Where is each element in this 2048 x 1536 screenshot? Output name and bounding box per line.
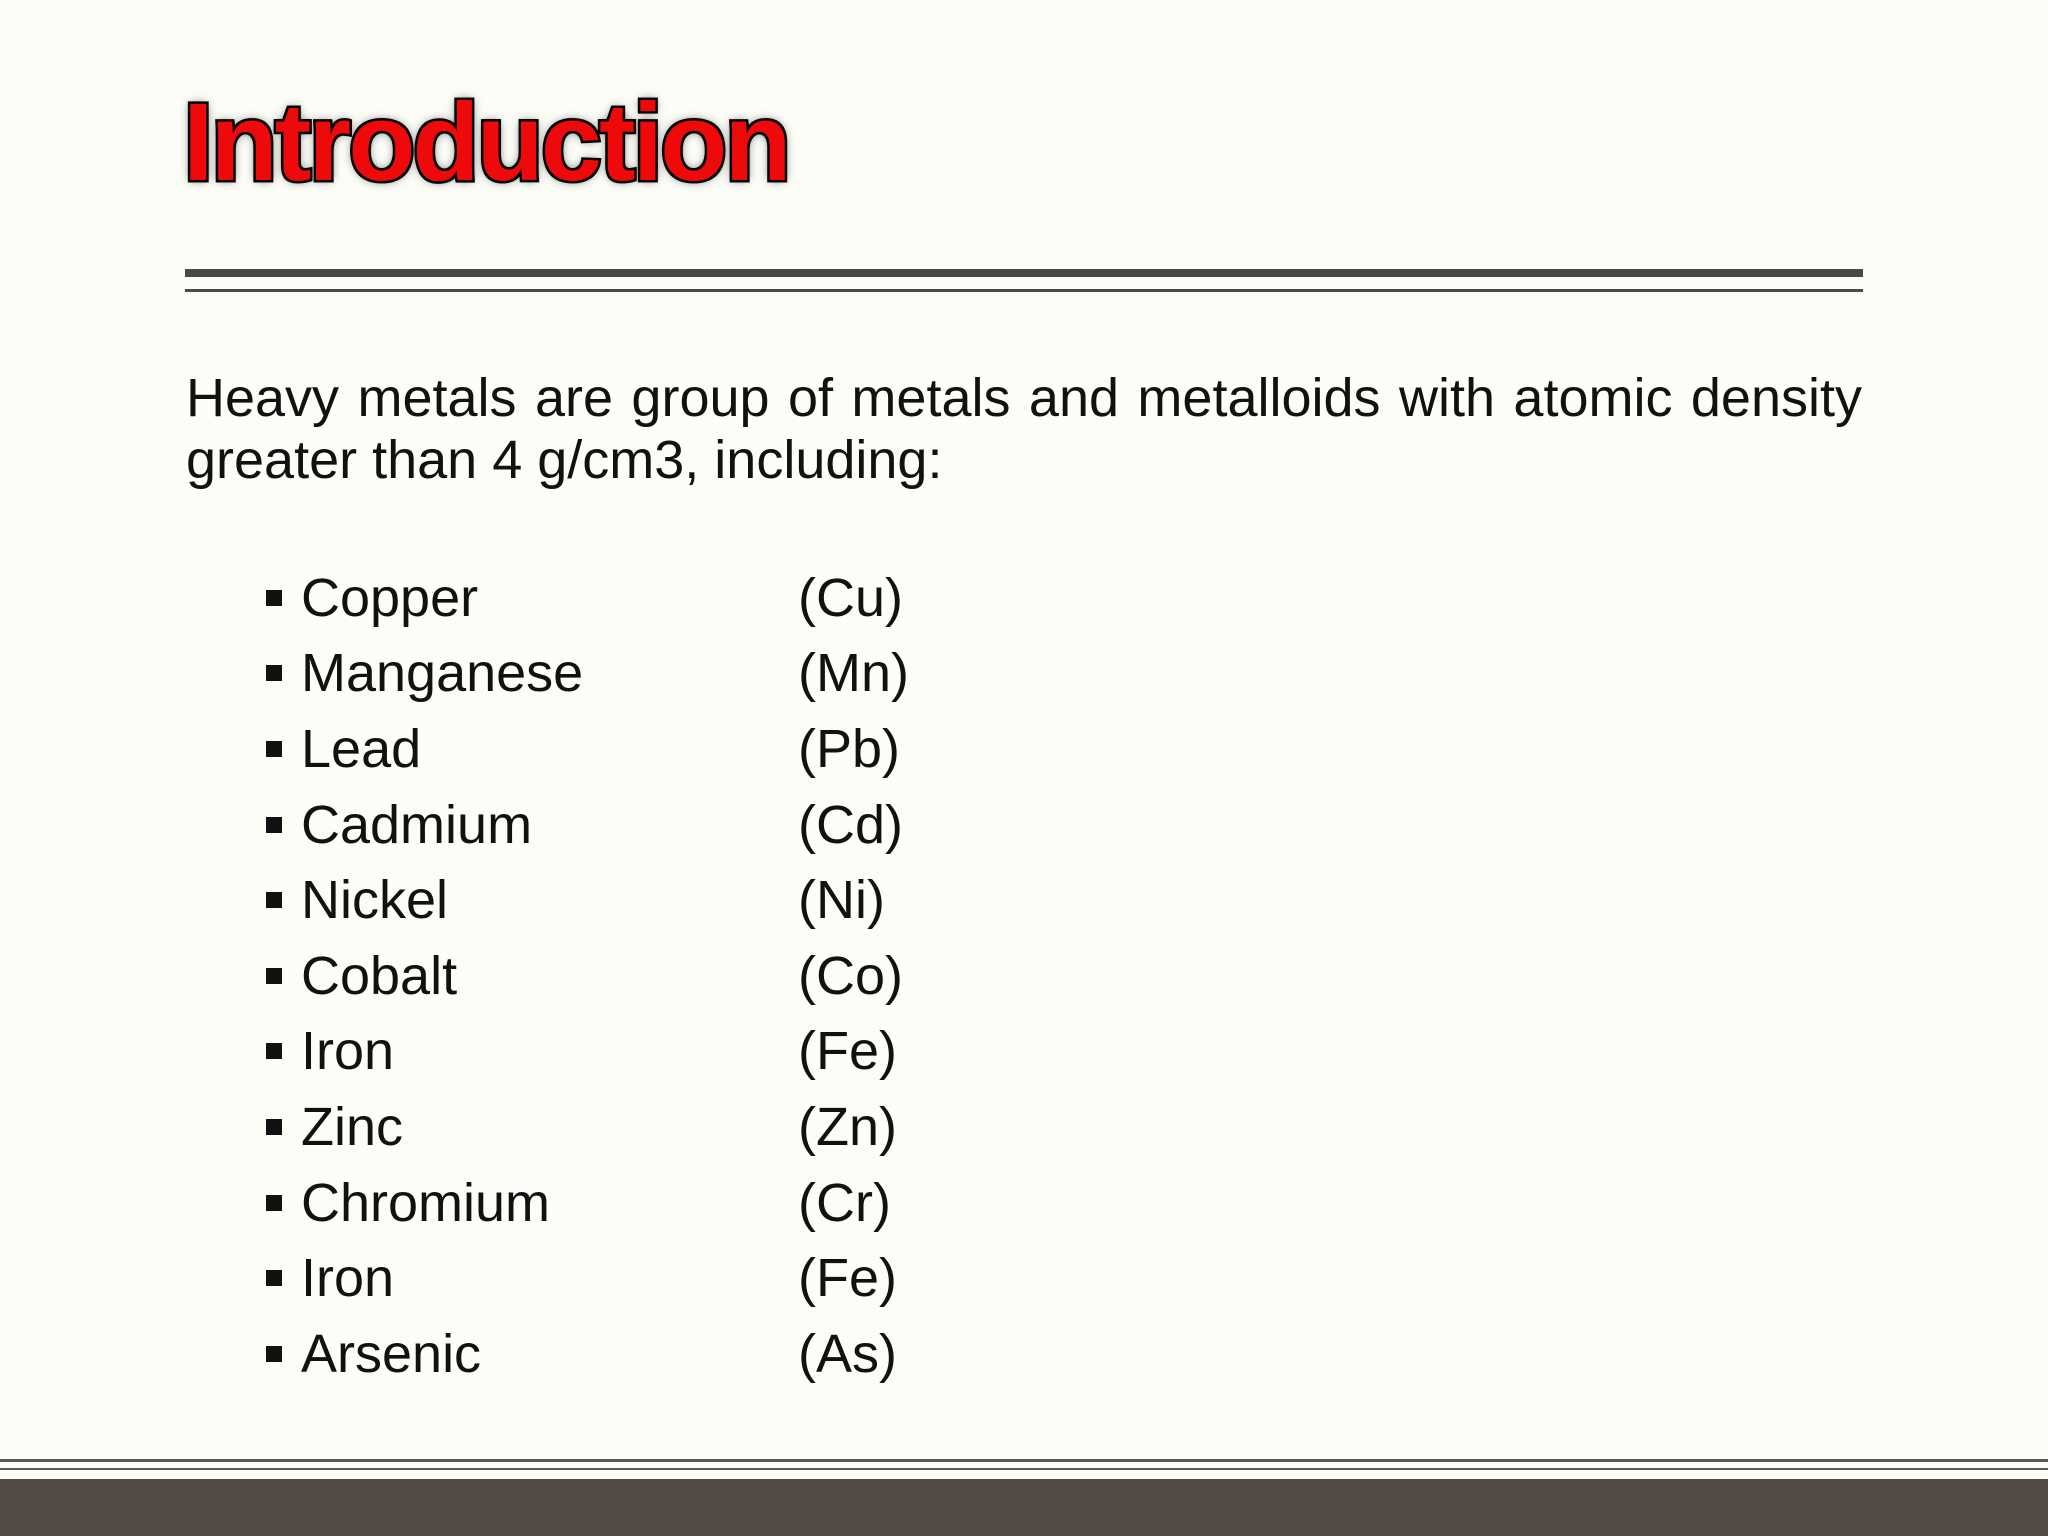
footer-rule-bottom <box>0 1468 2048 1470</box>
metal-name: Cobalt <box>301 945 458 1006</box>
square-bullet-icon <box>266 892 282 908</box>
metal-name: Chromium <box>301 1172 551 1233</box>
list-item <box>266 862 1166 938</box>
square-bullet-icon <box>266 1195 282 1211</box>
metal-name: Manganese <box>301 643 584 704</box>
metal-symbol: (Co) <box>798 945 903 1006</box>
slide-title: Introduction <box>183 81 789 204</box>
metal-name: Nickel <box>301 870 449 931</box>
metal-name: Iron <box>301 1248 395 1309</box>
metal-symbol: (Fe) <box>798 1021 897 1082</box>
square-bullet-icon <box>266 968 282 984</box>
list-item <box>266 1165 1166 1241</box>
metal-symbol: (Cu) <box>798 567 903 628</box>
square-bullet-icon <box>266 1270 282 1286</box>
metal-name: Zinc <box>301 1096 404 1157</box>
metal-symbol: (Fe) <box>798 1248 897 1309</box>
metal-symbol: (Mn) <box>798 643 909 704</box>
square-bullet-icon <box>266 1043 282 1059</box>
square-bullet-icon <box>266 817 282 833</box>
metal-symbol: (Ni) <box>798 870 885 931</box>
square-bullet-icon <box>266 741 282 757</box>
list-item <box>266 938 1166 1014</box>
list-item <box>266 711 1166 787</box>
footer-rule-top <box>0 1459 2048 1462</box>
metal-name: Cadmium <box>301 794 533 855</box>
square-bullet-icon <box>266 1346 282 1362</box>
list-item <box>266 1240 1166 1316</box>
metal-symbol: (Cr) <box>798 1172 891 1233</box>
square-bullet-icon <box>266 590 282 606</box>
list-item <box>266 1316 1166 1392</box>
intro-paragraph: Heavy metals are group of metals and metalloids with atomic density greater than 4 g/cm3, including: <box>186 368 1862 490</box>
metal-list <box>266 560 1166 1392</box>
title-divider-thick <box>185 269 1863 277</box>
list-item <box>266 1089 1166 1165</box>
footer-bar <box>0 1479 2048 1536</box>
metal-symbol: (Cd) <box>798 794 903 855</box>
list-item <box>266 560 1166 636</box>
list-item <box>266 1014 1166 1090</box>
title-divider-thin <box>185 289 1863 292</box>
metal-symbol: (Zn) <box>798 1096 897 1157</box>
list-item <box>266 636 1166 712</box>
square-bullet-icon <box>266 665 282 681</box>
metal-symbol: (Pb) <box>798 718 901 779</box>
square-bullet-icon <box>266 1119 282 1135</box>
metal-name: Copper <box>301 567 479 628</box>
list-item <box>266 787 1166 863</box>
metal-name: Arsenic <box>301 1323 482 1384</box>
metal-name: Lead <box>301 718 422 779</box>
metal-symbol: (As) <box>798 1323 897 1384</box>
metal-name: Iron <box>301 1021 395 1082</box>
